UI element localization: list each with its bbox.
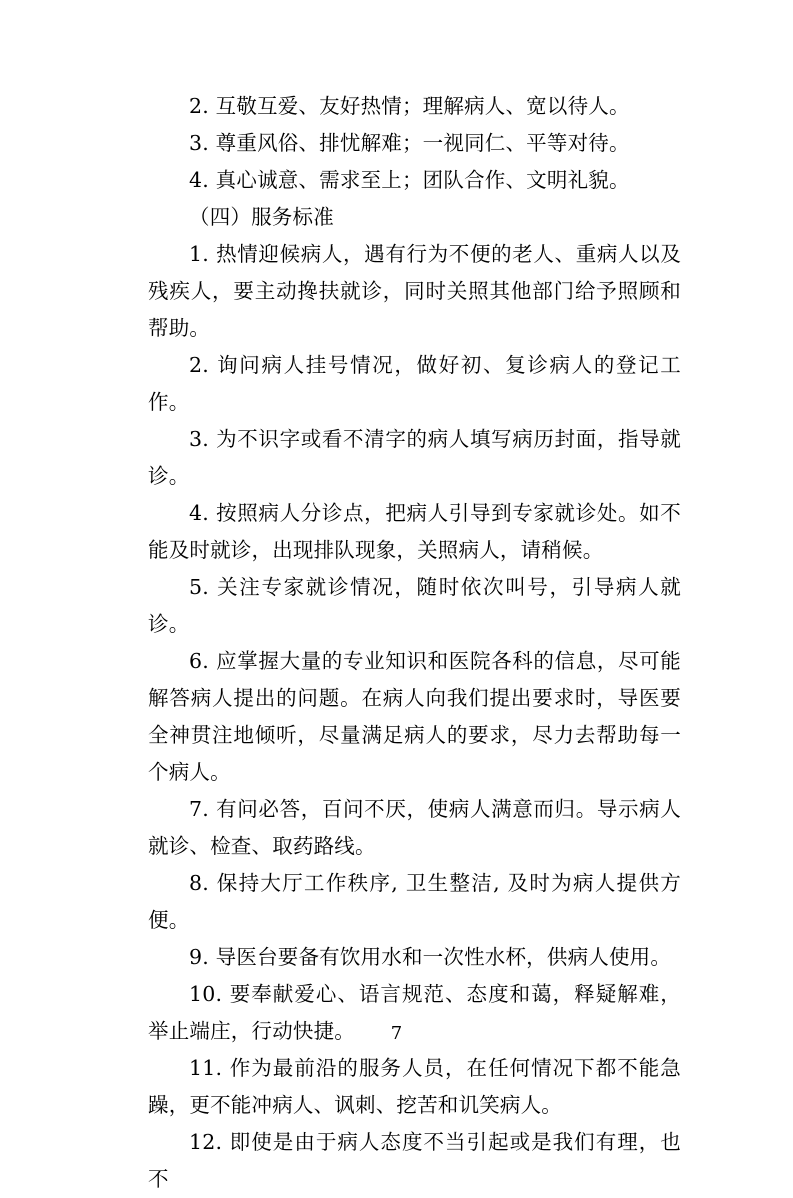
paragraph: 3. 为不识字或看不清字的病人填写病历封面，指导就诊。 [148, 427, 681, 488]
paragraph: 10. 要奉献爱心、语言规范、态度和蔼，释疑解难，举止端庄，行动快捷。 [148, 982, 681, 1043]
paragraph: 4. 真心诚意、需求至上；团队合作、文明礼貌。 [189, 168, 630, 192]
paragraph: 2. 询问病人挂号情况，做好初、复诊病人的登记工作。 [148, 353, 681, 414]
paragraph: 9. 导医台要备有饮用水和一次性水杯，供病人使用。 [189, 945, 672, 969]
paragraph: 6. 应掌握大量的专业知识和医院各科的信息，尽可能解答病人提出的问题。在病人向我们提出要求时，导医要全神贯注地倾听，尽量满足病人的要求，尽力去帮助每一个病人。 [148, 649, 681, 784]
paragraph: 1. 热情迎候病人，遇有行为不便的老人、重病人以及残疾人，要主动搀扶就诊，同时关照其他部门给予照顾和帮助。 [148, 242, 681, 340]
section-heading: （四）服务标准 [189, 205, 334, 229]
paragraph: 12. 即使是由于病人态度不当引起或是我们有理，也不 [148, 1130, 681, 1191]
paragraph: 7. 有问必答，百问不厌，使病人满意而归。导示病人就诊、检查、取药路线。 [148, 797, 681, 858]
paragraph: 2. 互敬互爱、友好热情；理解病人、宽以待人。 [189, 94, 630, 118]
paragraph: 8. 保持大厅工作秩序, 卫生整洁, 及时为病人提供方便。 [148, 871, 681, 932]
page-number: 7 [390, 1023, 403, 1044]
paragraph: 11. 作为最前沿的服务人员，在任何情况下都不能急躁，更不能冲病人、讽刺、挖苦和讥笑病人。 [148, 1056, 681, 1117]
paragraph: 4. 按照病人分诊点，把病人引导到专家就诊处。如不能及时就诊，出现排队现象，关照病人，请稍候。 [148, 501, 681, 562]
paragraph: 5. 关注专家就诊情况，随时依次叫号，引导病人就诊。 [148, 575, 681, 636]
paragraph: 3. 尊重风俗、排忧解难；一视同仁、平等对待。 [189, 131, 630, 155]
